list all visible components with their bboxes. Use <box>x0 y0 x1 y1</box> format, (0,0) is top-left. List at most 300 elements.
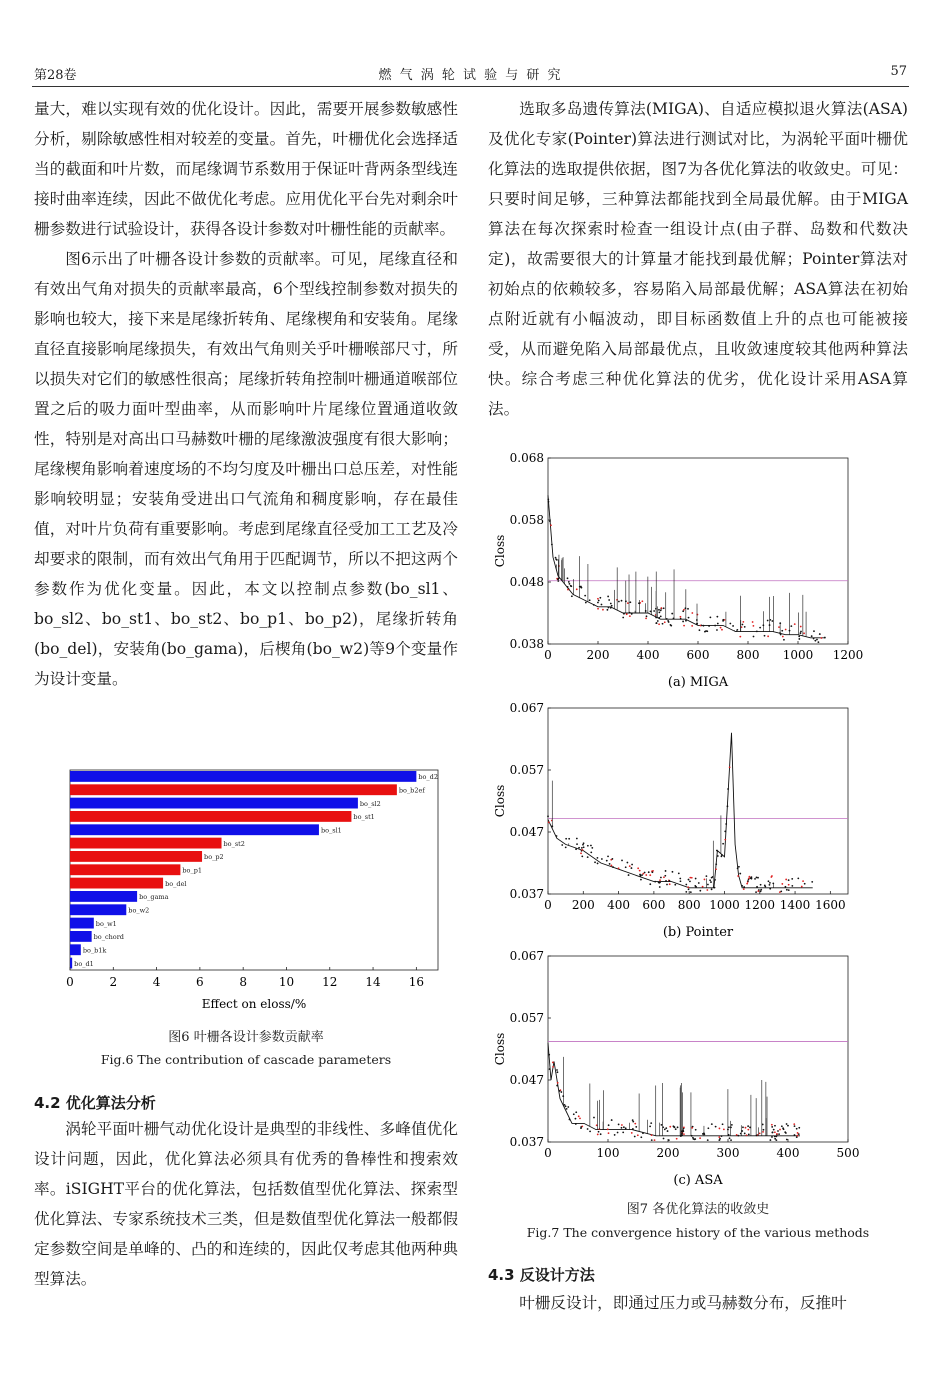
data-point <box>716 850 718 852</box>
data-point <box>685 884 687 886</box>
data-point <box>642 873 644 875</box>
asa-convergence-chart <box>490 946 870 1190</box>
data-point <box>687 608 689 610</box>
data-point <box>722 843 724 845</box>
data-point <box>590 851 592 853</box>
data-point <box>704 879 706 881</box>
x-tick-label: 0 <box>544 648 552 662</box>
data-point <box>721 1135 723 1137</box>
x-tick-label: 16 <box>408 975 424 989</box>
data-point <box>556 835 558 837</box>
fig6-caption-en: Fig.6 The contribution of cascade parameters <box>100 1052 392 1067</box>
data-point <box>659 886 661 888</box>
data-point <box>794 1125 796 1127</box>
data-point <box>608 599 610 601</box>
bar-bo_sl1 <box>70 824 319 835</box>
data-point <box>621 600 623 602</box>
data-point <box>578 847 580 849</box>
data-point <box>743 886 745 888</box>
data-point <box>800 626 802 628</box>
data-point <box>689 880 691 882</box>
data-point <box>722 1123 724 1125</box>
data-point <box>640 1136 642 1138</box>
data-point <box>785 886 787 888</box>
left-column <box>34 94 458 694</box>
data-point <box>710 881 712 883</box>
volume-label: 第28卷 <box>34 68 77 83</box>
paragraph-continued: 量大，难以实现有效的优化设计。因此，需要开展参数敏感性分析，剔除敏感性相对较差的变量。首先，叶栅优化会选择适当的截面和叶片数，而尾缘调节系数用于保证叶背两条型线连接时曲率连续，因此不做优化考虑。应用优化平台先对剩余叶栅参数进行试验设计，获得各设计参数对叶栅性能的贡献率。 <box>34 100 458 238</box>
bar-bo_st1 <box>70 811 351 822</box>
data-point <box>721 854 723 856</box>
data-point <box>547 499 549 501</box>
data-point <box>741 1130 743 1132</box>
x-tick-label: 200 <box>571 898 595 912</box>
bar-bo_del <box>70 878 163 889</box>
data-point <box>757 877 759 879</box>
data-point <box>772 1131 774 1133</box>
data-point <box>576 588 578 590</box>
data-point <box>748 1133 750 1135</box>
bar-label-bo_st2: bo_st2 <box>223 839 245 848</box>
data-point <box>660 607 662 609</box>
data-point <box>632 1121 634 1123</box>
section-4-2-title: 4.2 优化算法分析 <box>34 1094 156 1112</box>
y-tick-label: 0.067 <box>509 701 544 715</box>
data-point <box>721 629 723 631</box>
data-point <box>597 1134 599 1136</box>
data-point <box>757 890 759 892</box>
data-point <box>602 609 604 611</box>
data-point <box>739 873 741 875</box>
data-point <box>779 1129 781 1131</box>
data-point <box>658 609 660 611</box>
data-point <box>719 1128 721 1130</box>
figure-7c <box>490 946 870 1190</box>
data-point <box>773 1129 775 1131</box>
data-point <box>597 863 599 865</box>
data-point <box>580 1126 582 1128</box>
data-point <box>629 615 631 617</box>
data-point <box>581 847 583 849</box>
x-tick-label: 1200 <box>744 898 776 912</box>
bar-label-bo_sl2: bo_sl2 <box>359 799 381 808</box>
journal-title: 燃 气 涡 轮 试 验 与 研 究 <box>378 68 563 83</box>
data-point <box>739 636 741 638</box>
data-point <box>767 635 769 637</box>
y-tick-label: 0.037 <box>509 1135 544 1149</box>
data-point <box>711 1123 713 1125</box>
data-point <box>753 636 755 638</box>
data-point <box>591 847 593 849</box>
data-point <box>676 1138 678 1140</box>
data-point <box>548 501 550 503</box>
data-point <box>670 624 672 626</box>
data-point <box>744 1133 746 1135</box>
data-point <box>590 845 592 847</box>
data-point <box>569 583 571 585</box>
data-point <box>611 858 613 860</box>
data-point <box>699 1137 701 1139</box>
data-point <box>584 595 586 597</box>
data-point <box>756 886 758 888</box>
contribution-bar-chart <box>34 764 454 1020</box>
data-point <box>798 635 800 637</box>
data-point <box>669 880 671 882</box>
data-point <box>581 849 583 851</box>
data-point <box>609 863 611 865</box>
data-point <box>824 637 826 639</box>
data-point <box>631 613 633 615</box>
data-point <box>557 580 559 582</box>
data-point <box>551 544 553 546</box>
data-point <box>717 855 719 857</box>
data-point <box>791 878 793 880</box>
data-point <box>802 880 804 882</box>
data-point <box>711 877 713 879</box>
data-point <box>760 889 762 891</box>
bar-label-bo_sl1: bo_sl1 <box>320 826 342 835</box>
data-point <box>769 882 771 884</box>
data-point <box>614 1134 616 1136</box>
data-point <box>558 577 560 579</box>
data-point <box>764 885 766 887</box>
bar-label-bo_st1: bo_st1 <box>353 813 375 822</box>
x-tick-label: 1600 <box>815 898 846 912</box>
data-point <box>781 883 783 885</box>
data-point <box>706 889 708 891</box>
data-point <box>737 1135 739 1137</box>
data-point <box>769 884 771 886</box>
data-point <box>581 855 583 857</box>
x-tick-label: 0 <box>544 898 552 912</box>
x-tick-label: 500 <box>836 1146 860 1160</box>
data-point <box>627 602 629 604</box>
pointer-convergence-chart <box>490 698 870 946</box>
data-point <box>623 1126 625 1128</box>
data-point <box>565 846 567 848</box>
data-point <box>774 1125 776 1127</box>
data-point <box>797 877 799 879</box>
data-point <box>786 1139 788 1141</box>
data-point <box>729 623 731 625</box>
data-point <box>611 865 613 867</box>
data-point <box>565 1105 567 1107</box>
data-point <box>716 629 718 631</box>
data-point <box>651 1134 653 1136</box>
data-point <box>715 863 717 865</box>
data-point <box>573 1113 575 1115</box>
data-point <box>611 605 613 607</box>
bar-bo_gama <box>70 891 137 902</box>
data-point <box>724 830 726 832</box>
data-point <box>600 1133 602 1135</box>
data-point <box>698 882 700 884</box>
bar-label-bo_d1: bo_d1 <box>74 959 94 968</box>
data-point <box>778 1133 780 1135</box>
data-point <box>699 890 701 892</box>
data-point <box>640 879 642 881</box>
data-point <box>756 630 758 632</box>
data-point <box>771 1136 773 1138</box>
data-point <box>715 868 717 870</box>
data-point <box>673 1126 675 1128</box>
data-point <box>708 625 710 627</box>
data-point <box>760 884 762 886</box>
bar-bo_p1 <box>70 864 180 875</box>
x-tick-label: 200 <box>586 648 610 662</box>
data-point <box>579 1118 581 1120</box>
fig7-caption-en: Fig.7 The convergence history of the various methods <box>526 1225 870 1240</box>
data-point <box>589 599 591 601</box>
data-point <box>548 1054 550 1056</box>
data-point <box>716 616 718 618</box>
subplot-title: (c) ASA <box>673 1173 723 1188</box>
data-point <box>649 874 651 876</box>
data-point <box>561 844 563 846</box>
data-point <box>763 1129 765 1131</box>
data-point <box>576 843 578 845</box>
bar-bo_b1k <box>70 944 81 955</box>
subplot-title: (a) MIGA <box>667 675 729 690</box>
data-point <box>683 1126 685 1128</box>
y-tick-label: 0.058 <box>509 513 544 527</box>
data-point <box>598 600 600 602</box>
data-point <box>702 886 704 888</box>
data-point <box>629 601 631 603</box>
data-point <box>631 1132 633 1134</box>
data-point <box>774 1136 776 1138</box>
data-point <box>793 1123 795 1125</box>
convergence-line <box>548 733 813 888</box>
data-point <box>648 871 650 873</box>
data-point <box>569 1119 571 1121</box>
y-tick-label: 0.047 <box>509 825 544 839</box>
data-point <box>649 883 651 885</box>
data-point <box>663 1138 665 1140</box>
data-point <box>722 619 724 621</box>
convergence-line <box>548 1043 800 1136</box>
data-point <box>695 1129 697 1131</box>
figure-6 <box>34 764 454 1020</box>
data-point <box>706 875 708 877</box>
data-point <box>768 880 770 882</box>
data-point <box>610 607 612 609</box>
data-point <box>663 607 665 609</box>
data-point <box>811 881 813 883</box>
x-tick-label: 800 <box>677 898 701 912</box>
data-point <box>610 603 612 605</box>
data-point <box>769 888 771 890</box>
data-point <box>688 617 690 619</box>
y-axis-label: Closs <box>493 534 507 568</box>
x-tick-label: 400 <box>776 1146 800 1160</box>
x-tick-label: 200 <box>656 1146 680 1160</box>
data-point <box>567 577 569 579</box>
data-point <box>803 632 805 634</box>
data-point <box>811 635 813 637</box>
data-point <box>560 1091 562 1093</box>
data-point <box>612 866 614 868</box>
data-point <box>628 874 630 876</box>
data-point <box>621 1124 623 1126</box>
data-point <box>782 636 784 638</box>
data-point <box>587 856 589 858</box>
data-point <box>597 608 599 610</box>
data-point <box>794 1134 796 1136</box>
x-tick-label: 100 <box>596 1146 620 1160</box>
data-point <box>641 600 643 602</box>
x-tick-label: 400 <box>607 898 631 912</box>
x-tick-label: 8 <box>239 975 247 989</box>
data-point <box>729 1137 731 1139</box>
data-point <box>679 878 681 880</box>
data-point <box>654 881 656 883</box>
data-point <box>756 877 758 879</box>
data-point <box>741 885 743 887</box>
data-point <box>744 626 746 628</box>
data-point <box>660 610 662 612</box>
data-point <box>580 852 582 854</box>
x-axis-label: Effect on eloss/% <box>201 997 307 1011</box>
x-tick-label: 1000 <box>709 898 740 912</box>
data-point <box>791 885 793 887</box>
data-point <box>783 639 785 641</box>
data-point <box>714 879 716 881</box>
data-point <box>634 1123 636 1125</box>
x-tick-label: 10 <box>278 975 295 989</box>
paragraph-algorithm-comparison: 选取多岛遗传算法(MIGA)、自适应模拟退火算法(ASA)及优化专家(Pointer)算法进行测试对比，为涡轮平面叶栅优化算法的选取提供依据，图7为各优化算法的收敛史。可见：只要时间足够，三种算法都能找到全局最优解。由于MIGA算法在每次探索时检查一组设计点(由子群、岛数和代数决定)，故需要很大的计算量才能找到最优解；Pointer算法对初始点的依赖较多，容易陷入局部最优解；ASA算法在初始点附近就有小幅波动，即目标函数值上升的点也可能被接受，从而避免陷入局部最优点，且收敛速度较其他两种算法快。综合考虑三种优化算法的优劣，优化设计采用ASA算法。 <box>488 100 908 418</box>
data-point <box>804 883 806 885</box>
data-point <box>709 617 711 619</box>
data-point <box>798 638 800 640</box>
data-point <box>557 1071 559 1073</box>
subplot-title: (b) Pointer <box>662 925 734 940</box>
bar-label-bo_d2: bo_d2 <box>418 773 438 782</box>
data-point <box>788 884 790 886</box>
data-point <box>704 631 706 633</box>
data-point <box>736 1134 738 1136</box>
data-point <box>568 838 570 840</box>
x-tick-label: 2 <box>109 975 118 989</box>
data-point <box>685 891 687 893</box>
data-point <box>729 766 731 768</box>
data-point <box>770 876 772 878</box>
data-point <box>767 620 769 622</box>
data-point <box>618 601 620 603</box>
data-point <box>683 625 685 627</box>
data-point <box>707 1127 709 1129</box>
data-point <box>556 559 558 561</box>
data-point <box>618 867 620 869</box>
data-point <box>727 805 729 807</box>
data-point <box>720 627 722 629</box>
data-point <box>688 879 690 881</box>
data-point <box>780 890 782 892</box>
data-point <box>576 838 578 840</box>
data-point <box>669 1126 671 1128</box>
data-point <box>608 1124 610 1126</box>
data-point <box>799 632 801 634</box>
data-point <box>587 1128 589 1130</box>
data-point <box>567 1106 569 1108</box>
data-point <box>597 602 599 604</box>
data-point <box>565 838 567 840</box>
data-point <box>737 875 739 877</box>
data-point <box>663 876 665 878</box>
data-point <box>790 625 792 627</box>
data-point <box>718 1136 720 1138</box>
data-point <box>737 868 739 870</box>
data-point <box>622 1131 624 1133</box>
data-point <box>575 1123 577 1125</box>
y-tick-label: 0.057 <box>509 763 544 777</box>
data-point <box>626 862 628 864</box>
data-point <box>659 879 661 881</box>
data-point <box>601 604 603 606</box>
x-tick-label: 4 <box>152 975 161 989</box>
data-point <box>649 1125 651 1127</box>
data-point <box>688 888 690 890</box>
data-point <box>781 1125 783 1127</box>
data-point <box>642 1132 644 1134</box>
data-point <box>780 634 782 636</box>
data-point <box>797 1132 799 1134</box>
data-point <box>680 880 682 882</box>
data-point <box>820 637 822 639</box>
data-point <box>664 875 666 877</box>
bar-label-bo_gama: bo_gama <box>139 893 169 902</box>
data-point <box>691 1127 693 1129</box>
data-point <box>677 1126 679 1128</box>
data-point <box>715 1126 717 1128</box>
plot-frame <box>548 956 848 1142</box>
data-point <box>660 615 662 617</box>
data-point <box>747 1125 749 1127</box>
data-point <box>611 1119 613 1121</box>
data-point <box>796 1128 798 1130</box>
data-point <box>748 877 750 879</box>
data-point <box>746 883 748 885</box>
data-point <box>578 1115 580 1117</box>
data-point <box>549 1068 551 1070</box>
data-point <box>800 631 802 633</box>
data-point <box>718 1139 720 1141</box>
data-point <box>814 640 816 642</box>
data-point <box>557 1082 559 1084</box>
data-point <box>634 1136 636 1138</box>
data-point <box>680 616 682 618</box>
data-point <box>621 860 623 862</box>
data-point <box>714 887 716 889</box>
y-axis-label: Closs <box>493 1032 507 1066</box>
data-point <box>690 891 692 893</box>
data-point <box>665 870 667 872</box>
data-point <box>742 624 744 626</box>
data-point <box>742 1126 744 1128</box>
x-tick-label: 300 <box>716 1146 740 1160</box>
data-point <box>593 1117 595 1119</box>
data-point <box>575 1118 577 1120</box>
data-point <box>771 620 773 622</box>
data-point <box>665 1127 667 1129</box>
data-point <box>596 1124 598 1126</box>
data-point <box>607 609 609 611</box>
data-point <box>548 821 550 823</box>
paragraph-fig6-discussion: 图6示出了叶栅各设计参数的贡献率。可见，尾缘直径和有效出气角对损失的贡献率最高，6个型线控制参数对损失的影响也较大，接下来是尾缘折转角、尾缘楔角和安装角。尾缘直径直接影响尾缘损失，有效出气角则关乎叶栅喉部尺寸，所以损失对它们的敏感性很高；尾缘折转角控制叶栅通道喉部位置之后的吸力面叶型曲率，从而影响叶片尾缘位置通道收敛性，特别是对高出口马赫数叶栅的尾缘激波强度有很大影响；尾缘楔角影响着速度场的不均匀度及叶栅出口总压差，对性能影响较明显；安装角受进出口气流角和稠度影响，存在最佳值，对叶片负荷有重要影响。考虑到尾缘直径受加工工艺及冷却要求的限制，而有效出气角用于匹配调节，所以不把这两个参数作为优化变量。因此，本文以控制点参数(bo_sl1、bo_sl2、bo_st1、bo_st2、bo_p1、bo_p2)，尾缘折转角(bo_del)，安装角(bo_gama)，后楔角(bo_w2)等9个变量作为设计变量。 <box>34 250 458 688</box>
fig6-caption-cn: 图6 叶栅各设计参数贡献率 <box>168 1030 324 1045</box>
data-point <box>639 874 641 876</box>
data-point <box>606 860 608 862</box>
